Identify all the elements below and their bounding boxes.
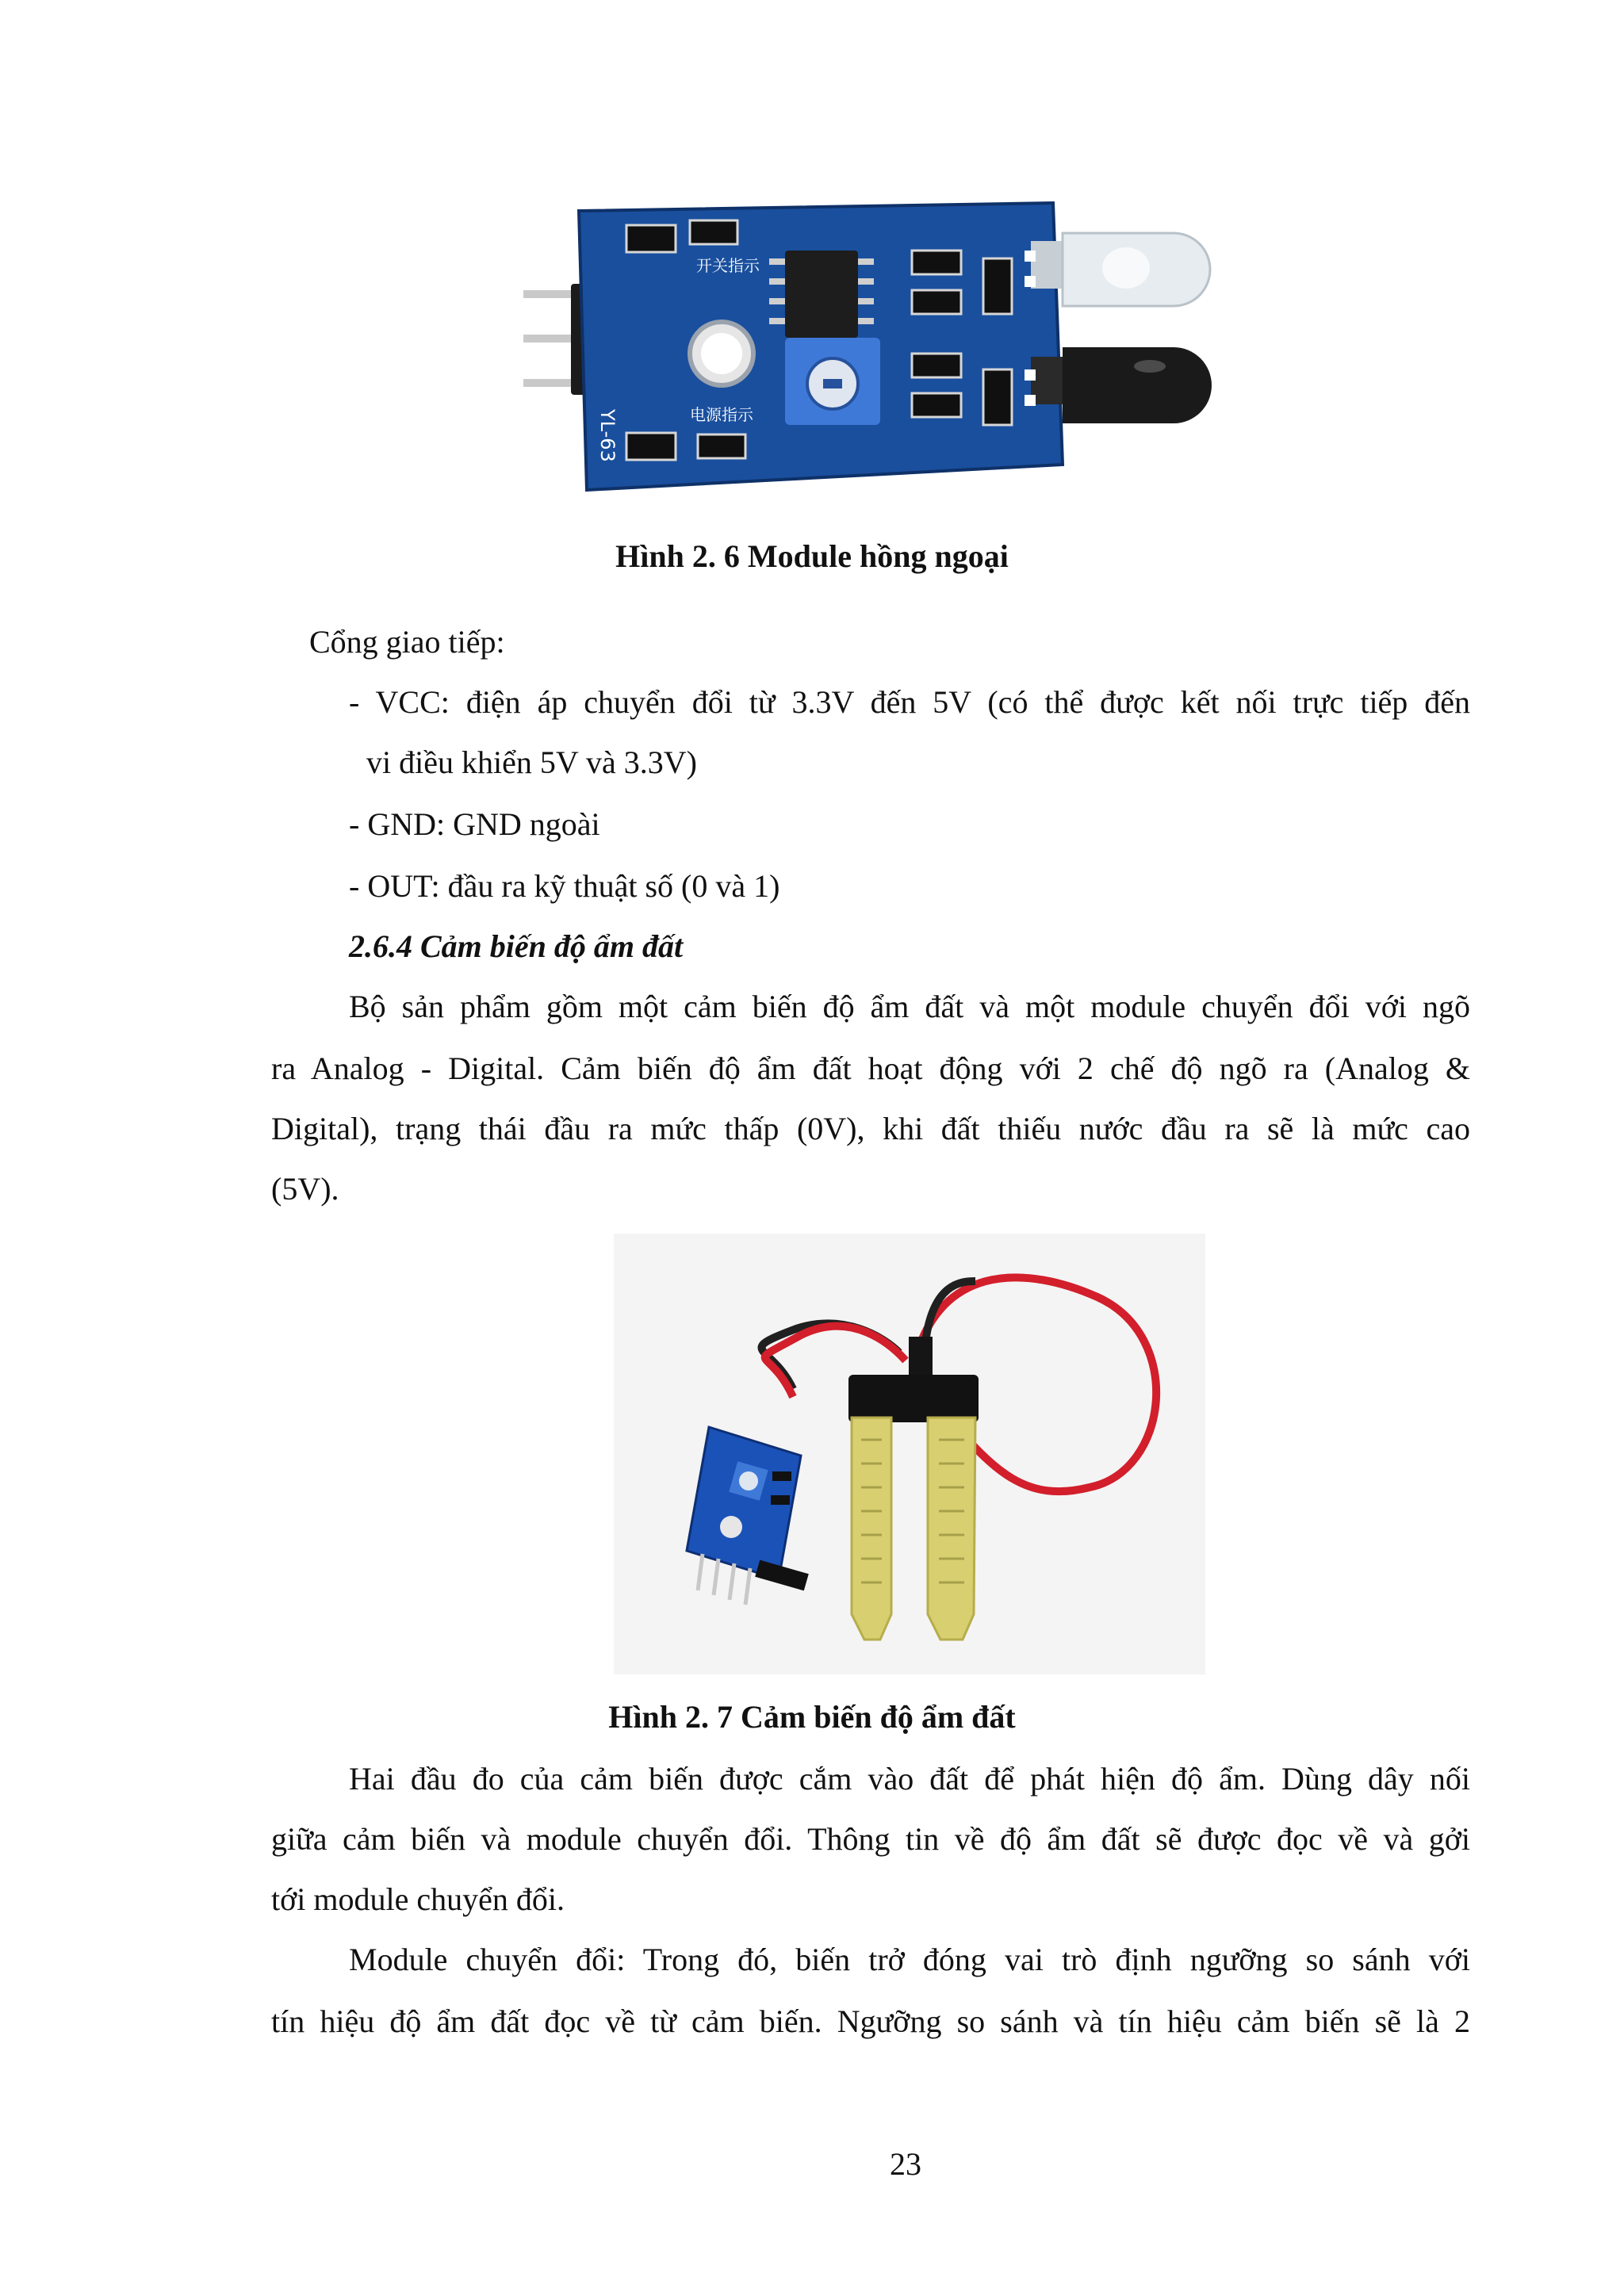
ir-module-image	[523, 179, 1229, 506]
section-heading: 2.6.4 Cảm biến độ ẩm đất	[349, 928, 684, 964]
paragraph1-line2: ra Analog - Digital. Cảm biến độ ẩm đất hoạt động với 2 chế độ ngõ ra (Analog &	[271, 1050, 1470, 1086]
paragraph1-line4: (5V).	[271, 1171, 339, 1207]
port-vcc-line1: - VCC: điện áp chuyển đổi từ 3.3V đến 5V (có thể được kết nối trực tiếp đến	[349, 684, 1470, 720]
figure-caption-2-6: Hình 2. 6 Module hồng ngoại	[615, 538, 1009, 574]
paragraph3-line2: tín hiệu độ ẩm đất đọc về từ cảm biến. Ngưỡng so sánh và tín hiệu cảm biến sẽ là 2	[271, 2003, 1470, 2039]
led-switch-label: 开关指示	[696, 256, 760, 275]
probe-head	[848, 1375, 979, 1422]
paragraph1-line3: Digital), trạng thái đầu ra mức thấp (0V), khi đất thiếu nước đầu ra sẽ là mức cao	[271, 1111, 1470, 1146]
page-number: 23	[890, 2146, 921, 2182]
ports-intro: Cổng giao tiếp:	[309, 624, 505, 660]
paragraph2-line3: tới module chuyển đổi.	[271, 1881, 565, 1917]
ic-chip	[785, 251, 858, 338]
paragraph2-line2: giữa cảm biến và module chuyển đổi. Thông tin về độ ẩm đất sẽ được đọc về và gởi	[271, 1821, 1470, 1857]
paragraph1-line1: Bộ sản phẩm gồm một cảm biến độ ẩm đất và một module chuyển đổi với ngõ	[349, 989, 1470, 1024]
port-vcc-line2: vi điều khiển 5V và 3.3V)	[366, 744, 697, 780]
probe-prong-left	[852, 1418, 891, 1640]
led-power-label: 电源指示	[690, 405, 753, 424]
paragraph3-line1: Module chuyển đổi: Trong đó, biến trở đóng vai trò định ngưỡng so sánh với	[349, 1942, 1470, 1977]
soil-sensor-image	[614, 1234, 1205, 1674]
probe-prong-right	[928, 1418, 975, 1640]
port-gnd: - GND: GND ngoài	[349, 806, 600, 842]
paragraph2-line1: Hai đầu đo của cảm biến được cắm vào đất để phát hiện độ ẩm. Dùng dây nối	[349, 1761, 1470, 1797]
port-out: - OUT: đầu ra kỹ thuật số (0 và 1)	[349, 868, 780, 904]
ir-module-figure	[523, 179, 1229, 506]
figure-caption-2-7: Hình 2. 7 Cảm biến độ ẩm đất	[608, 1699, 1016, 1735]
soil-sensor-figure	[614, 1234, 1205, 1674]
board-model-label: YL-63	[596, 409, 619, 462]
